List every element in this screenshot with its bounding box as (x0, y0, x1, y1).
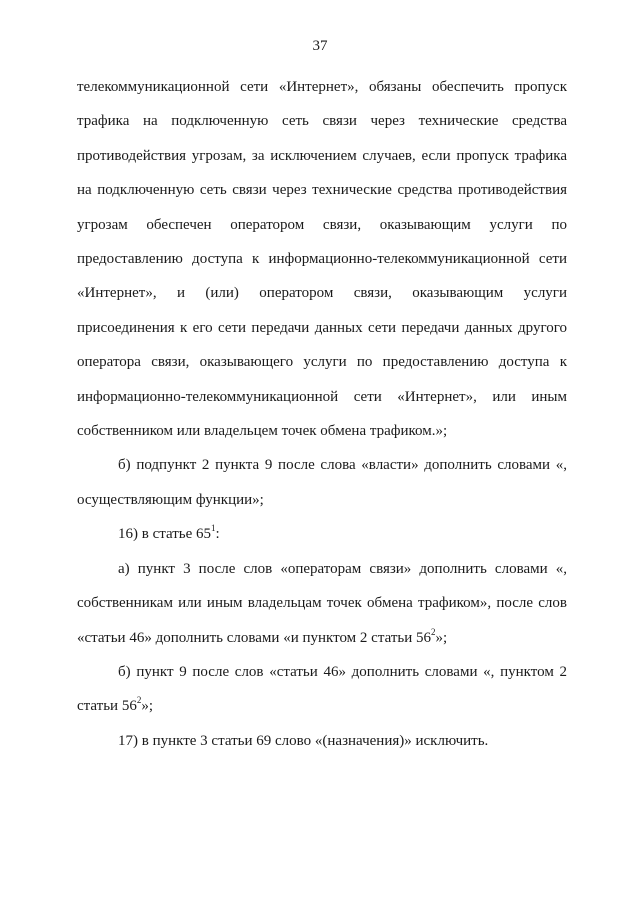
paragraph-item-17: 17) в пункте 3 статьи 69 слово «(назначения)» исключить. (118, 732, 489, 749)
item-16-end: : (215, 526, 220, 543)
subitem-b2-end: »; (141, 698, 154, 715)
subitem-b2-text: б) пункт 9 после слов «статьи 46» дополнить словами «, пунктом 2 статьи 56 (77, 663, 567, 715)
subitem-a-superscript: 2 (431, 626, 436, 637)
paragraph-subitem-b-2 (77, 655, 567, 724)
item-16-text: 16) в статье 65 (118, 526, 212, 543)
paragraph-subitem-a (77, 552, 567, 655)
page-number: 37 (312, 38, 328, 54)
subitem-a-text: а) пункт 3 после слов «операторам связи» дополнить словами «, собственникам или иным владельцам точек обмена трафиком», после слов «статьи 46» дополнить словами «и пунктом 2 статьи 56 (77, 560, 567, 646)
item-16-superscript: 1 (211, 523, 216, 534)
paragraph-subitem-b: б) подпункт 2 пункта 9 после слова «власти» дополнить словами «, осуществляющим функции»; (77, 457, 567, 508)
paragraph-continuation: телекоммуникационной сети «Интернет», обязаны обеспечить пропуск трафика на подключенную сеть связи через технические средства противодействия угрозам, за исключением случаев, если пропуск трафика на подключенную сеть связи через технические средства противодействия угрозам обеспечен оператором связи, оказывающим услуги по предоставлению доступа к информационно-телекоммуникационной сети «Интернет», и (или) оператором связи, оказывающим услуги присоединения к его сети передачи данных сети передачи данных другого оператора связи, оказывающего услуги по предоставлению доступа к информационно-телекоммуникационной сети «Интернет», или иным собственником или владельцем точек обмена трафиком.»; (77, 79, 567, 440)
document-body (77, 70, 567, 758)
paragraph-item-16 (77, 517, 567, 551)
subitem-b2-superscript: 2 (136, 695, 142, 706)
subitem-a-end: »; (435, 629, 448, 646)
